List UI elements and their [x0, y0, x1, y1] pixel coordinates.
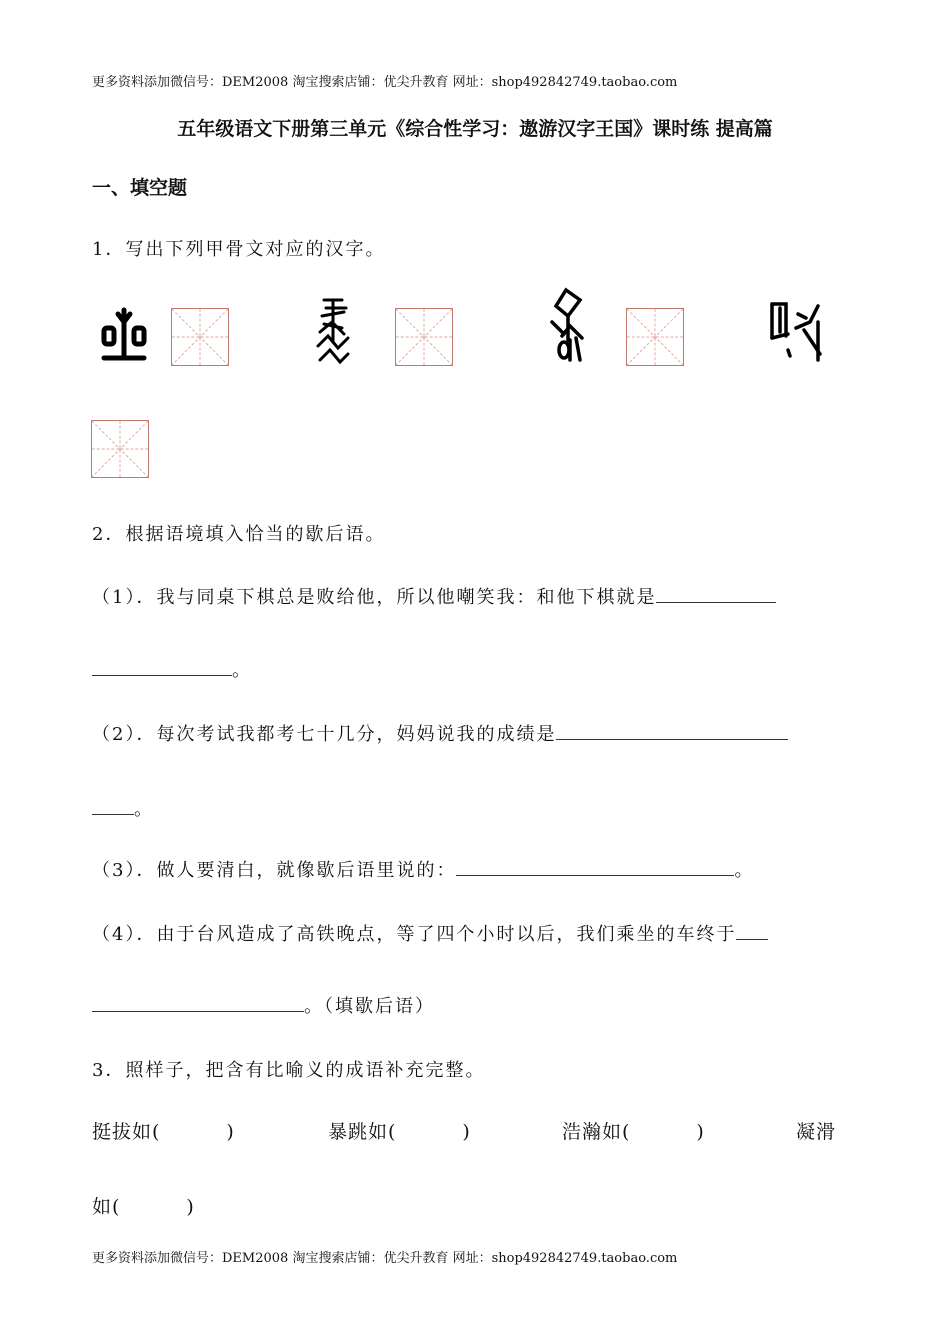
idiom-suffix: )	[226, 1121, 235, 1143]
page-title: 五年级语文下册第三单元《综合性学习：遨游汉字王国》课时练 提高篇	[177, 118, 773, 140]
question-2-item-1-cont	[92, 656, 252, 682]
section-title: 一、填空题	[92, 177, 188, 199]
item-end: 。	[734, 860, 755, 881]
idiom-4	[796, 1117, 836, 1144]
idiom-prefix: 挺拔如(	[92, 1121, 161, 1143]
idiom-3	[562, 1117, 705, 1144]
answer-blank[interactable]	[556, 721, 788, 740]
item-end: 。	[134, 799, 154, 820]
item-text: （3）．做人要清白，就像歇后语里说的：	[92, 860, 457, 881]
question-2-prompt: 2．根据语境填入恰当的歇后语。	[92, 524, 386, 545]
idiom-prefix: 凝滑	[796, 1121, 837, 1143]
answer-blank[interactable]	[656, 584, 776, 603]
item-end: 。	[232, 660, 252, 681]
item-text: （1）．我与同桌下棋总是败给他，所以他嘲笑我：和他下棋就是	[92, 587, 657, 608]
question-1-prompt: 1．写出下列甲骨文对应的汉字。	[92, 239, 386, 260]
answer-grid[interactable]	[171, 308, 229, 366]
item-end: 。（填歇后语）	[304, 996, 435, 1017]
idiom-suffix: )	[462, 1121, 471, 1143]
question-2-item-4-cont	[92, 992, 435, 1018]
question-2-item-1	[92, 583, 776, 609]
question-2-item-3	[92, 856, 754, 882]
answer-blank[interactable]	[92, 657, 232, 676]
answer-blank[interactable]	[92, 993, 304, 1012]
answer-blank[interactable]	[92, 796, 134, 815]
idiom-prefix: 浩瀚如(	[562, 1121, 631, 1143]
page-footer: 更多资料添加微信号：DEM2008 淘宝搜索店铺：优尖升教育 网址：shop492842749.taobao.com	[92, 1251, 678, 1266]
idiom-suffix: )	[696, 1121, 705, 1143]
answer-grid[interactable]	[626, 308, 684, 366]
oracle-glyph-4-icon	[766, 294, 826, 366]
answer-blank[interactable]	[736, 921, 768, 940]
question-2-item-2-cont	[92, 795, 154, 821]
oracle-glyph-3-icon	[546, 286, 590, 366]
idiom-2	[328, 1117, 471, 1144]
answer-blank[interactable]	[456, 857, 734, 876]
question-3-prompt: 3．照样子，把含有比喻义的成语补充完整。	[92, 1060, 486, 1081]
oracle-glyph-2-icon	[312, 292, 354, 366]
idiom-prefix: 如(	[92, 1196, 121, 1218]
question-2-item-2	[92, 720, 788, 746]
idiom-4-cont	[92, 1192, 195, 1219]
idiom-suffix: )	[186, 1196, 195, 1218]
idiom-1	[92, 1117, 235, 1144]
page-header: 更多资料添加微信号：DEM2008 淘宝搜索店铺：优尖升教育 网址：shop492842749.taobao.com	[92, 75, 678, 90]
question-2-item-4	[92, 920, 768, 946]
answer-grid[interactable]	[91, 420, 149, 478]
idiom-prefix: 暴跳如(	[328, 1121, 397, 1143]
item-text: （4）．由于台风造成了高铁晚点，等了四个小时以后，我们乘坐的车终于	[92, 924, 737, 945]
oracle-zuo-icon	[98, 300, 150, 366]
answer-grid[interactable]	[395, 308, 453, 366]
item-text: （2）．每次考试我都考七十几分，妈妈说我的成绩是	[92, 724, 557, 745]
